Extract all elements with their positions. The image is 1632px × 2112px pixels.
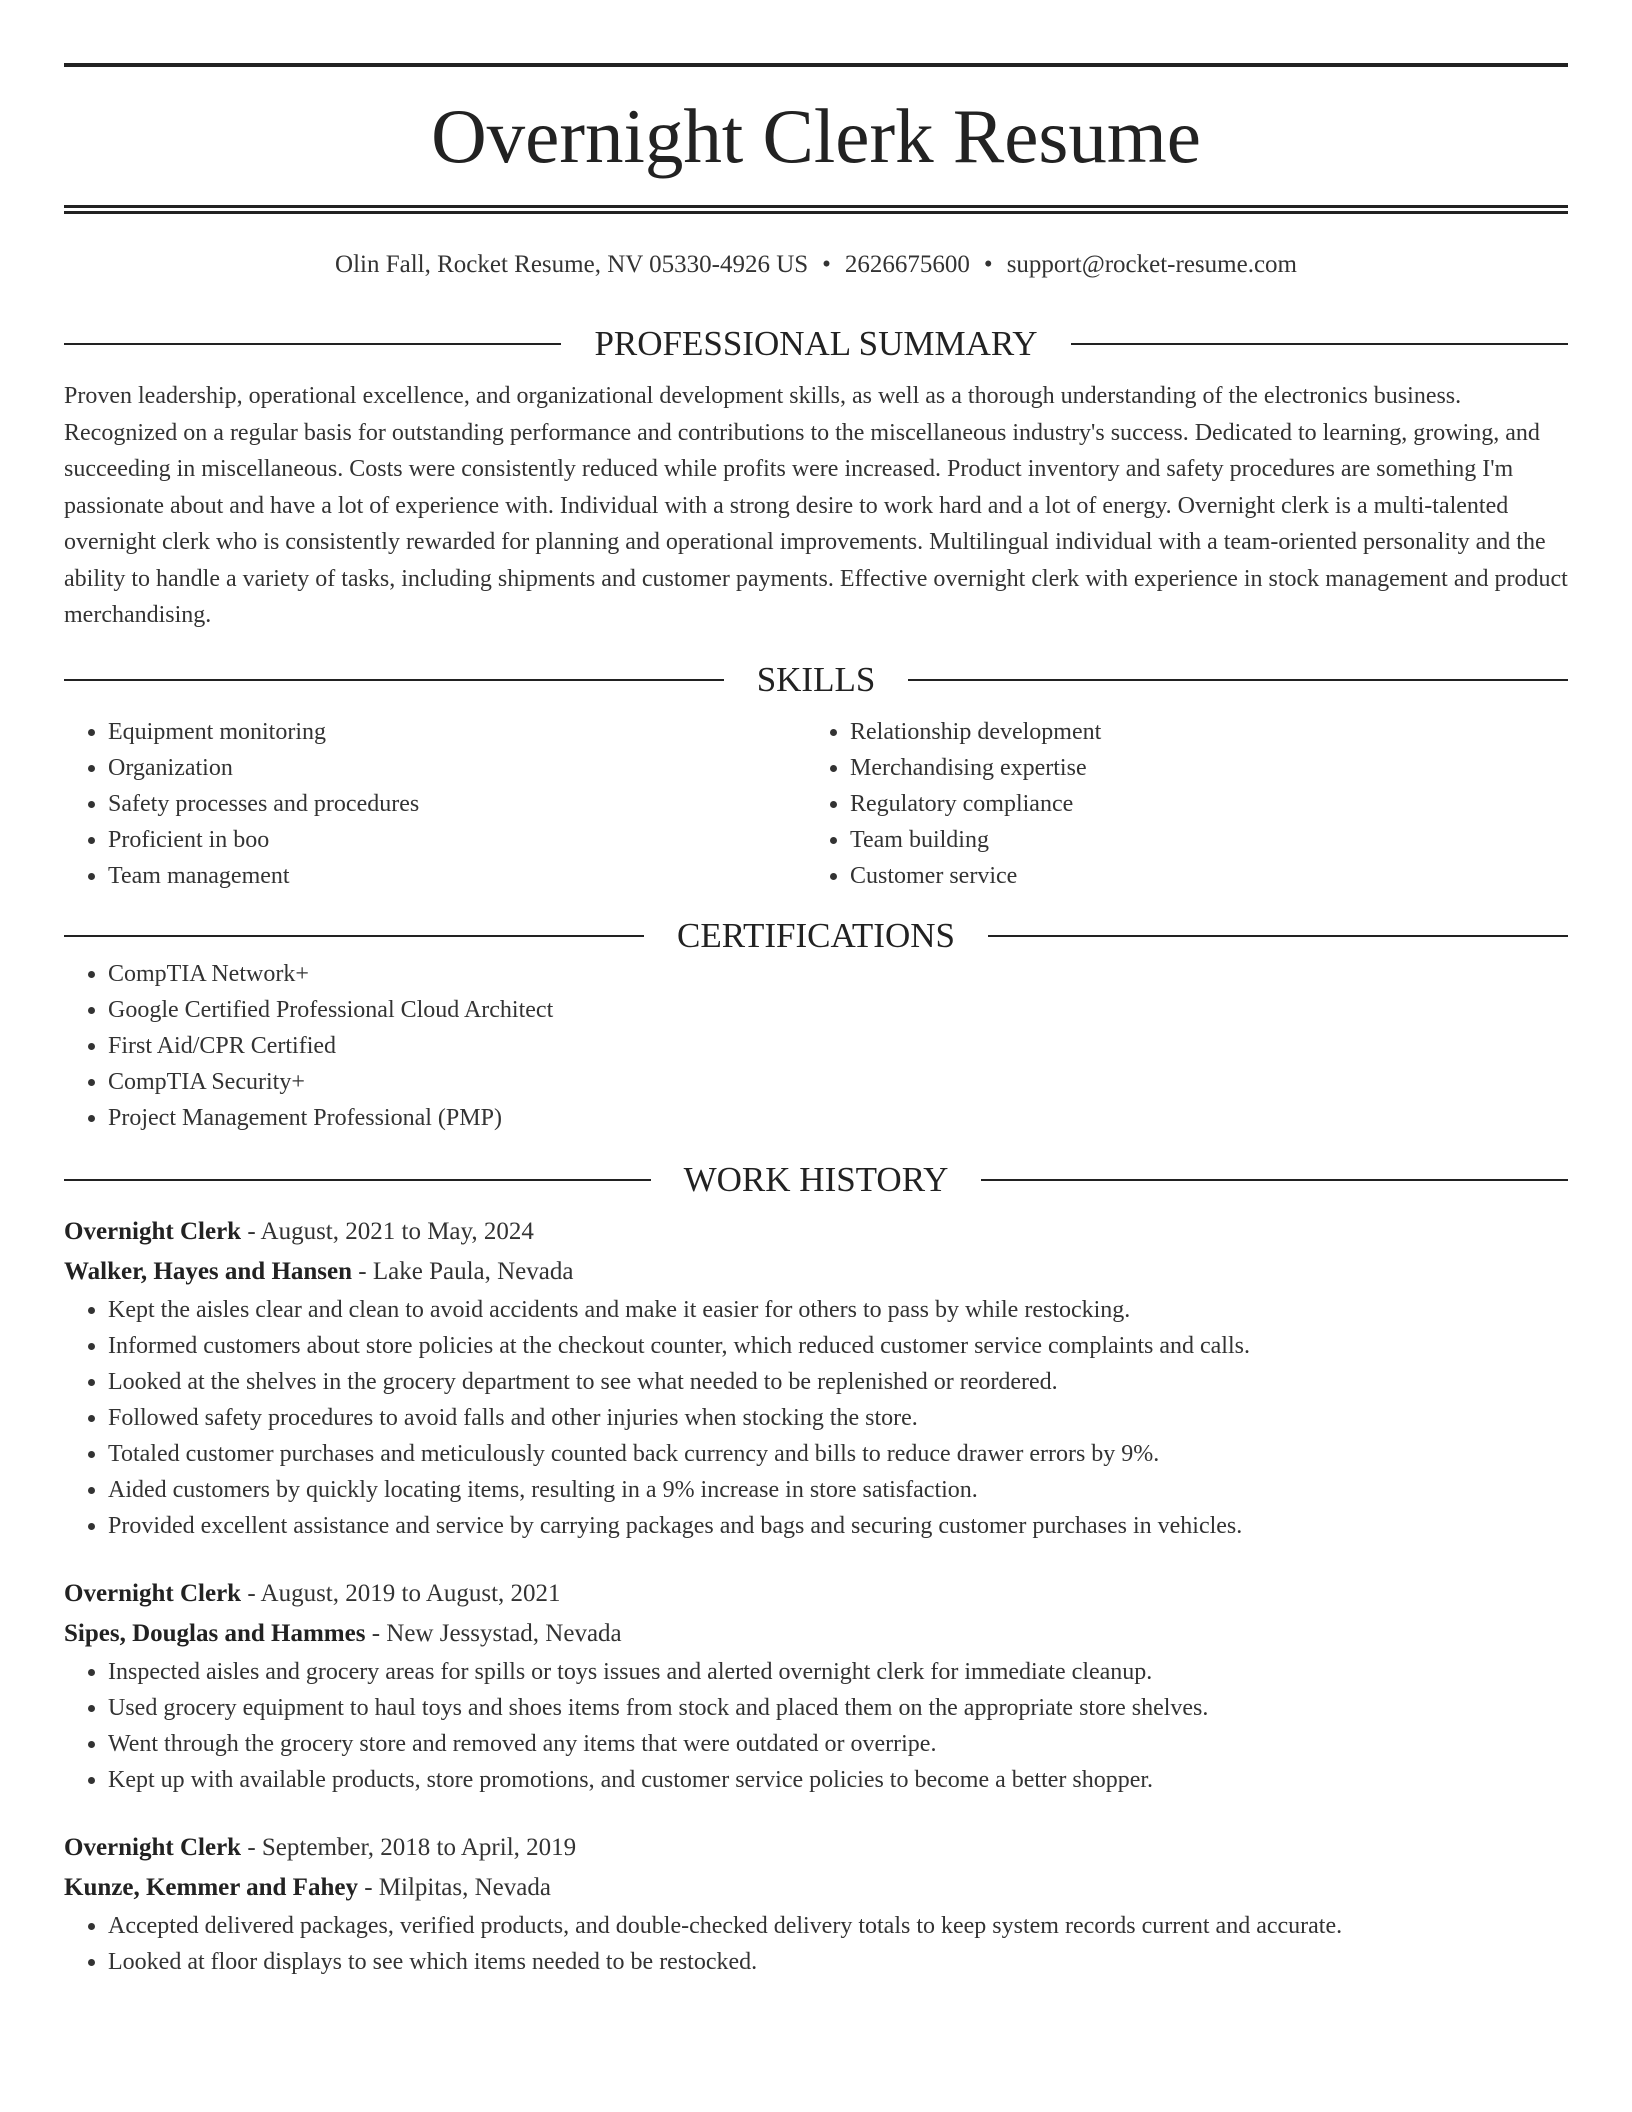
- heading-rule: [64, 1179, 651, 1181]
- certification-item: • Project Management Professional (PMP): [108, 1100, 1568, 1136]
- contact-separator: •: [983, 251, 993, 278]
- certification-item: • First Aid/CPR Certified: [108, 1028, 1568, 1064]
- job-duty-item: • Looked at floor displays to see which items needed to be restocked.: [108, 1944, 1568, 1980]
- skills-columns: [64, 714, 1568, 894]
- section-title: PROFESSIONAL SUMMARY: [594, 324, 1038, 363]
- job-dates: - August, 2021 to May, 2024: [241, 1217, 534, 1245]
- summary-heading: [64, 324, 1568, 364]
- heading-rule: [988, 935, 1568, 937]
- job-duties: [64, 1908, 1568, 1980]
- job-duty-item: • Accepted delivered packages, verified products, and double-checked delivery totals to keep system records current and accurate.: [108, 1908, 1568, 1944]
- job-title-line: [64, 1212, 1568, 1252]
- job-dates: - September, 2018 to April, 2019: [241, 1833, 577, 1861]
- job-duties: [64, 1654, 1568, 1798]
- job-location: - Milpitas, Nevada: [357, 1873, 551, 1901]
- certification-item: • CompTIA Network+: [108, 956, 1568, 992]
- skill-item: • Proficient in boo: [108, 822, 806, 858]
- job-duty-item: • Provided excellent assistance and service by carrying packages and bags and securing customer purchases in vehicles.: [108, 1508, 1568, 1544]
- job-company-line: [64, 1614, 1568, 1654]
- skills-column-right: [806, 714, 1548, 894]
- job-dates: - August, 2019 to August, 2021: [241, 1579, 561, 1607]
- heading-rule: [1071, 343, 1568, 345]
- section-title: WORK HISTORY: [683, 1159, 949, 1199]
- job-duty-item: • Totaled customer purchases and meticulously counted back currency and bills to reduce drawer errors by 9%.: [108, 1436, 1568, 1472]
- heading-rule: [64, 343, 561, 345]
- job-company-line: [64, 1868, 1568, 1908]
- job-entry: [64, 1574, 1568, 1798]
- heading-rule: [981, 1179, 1568, 1181]
- heading-rule: [908, 679, 1568, 681]
- job-company-line: [64, 1252, 1568, 1292]
- job-duties: [64, 1292, 1568, 1544]
- contact-line: [64, 250, 1568, 280]
- job-location: - New Jessystad, Nevada: [365, 1619, 622, 1647]
- heading-rule: [64, 935, 644, 937]
- section-title: CERTIFICATIONS: [677, 915, 955, 955]
- skill-item: • Organization: [108, 750, 806, 786]
- contact-separator: •: [822, 251, 831, 278]
- skill-item: • Safety processes and procedures: [108, 786, 806, 822]
- skill-item: • Merchandising expertise: [850, 750, 1548, 786]
- job-company: Sipes, Douglas and Hammes: [64, 1619, 366, 1647]
- job-duty-item: • Kept up with available products, store promotions, and customer service policies to become a better shopper.: [108, 1762, 1568, 1798]
- skill-item: • Regulatory compliance: [850, 786, 1548, 822]
- double-rule: [64, 205, 1568, 214]
- skill-item: • Customer service: [850, 858, 1548, 894]
- job-duty-item: • Followed safety procedures to avoid falls and other injuries when stocking the store.: [108, 1400, 1568, 1436]
- skills-column-left: [64, 714, 806, 894]
- job-duty-item: • Informed customers about store policies at the checkout counter, which reduced customer service complaints and calls.: [108, 1328, 1568, 1364]
- certifications-heading: [64, 916, 1568, 956]
- skill-item: • Team building: [850, 822, 1548, 858]
- job-duty-item: • Went through the grocery store and removed any items that were outdated or overripe.: [108, 1726, 1568, 1762]
- contact-phone: 2626675600: [844, 251, 970, 278]
- job-duty-item: • Kept the aisles clear and clean to avoid accidents and make it easier for others to pass by while restocking.: [108, 1292, 1568, 1328]
- job-title-line: [64, 1828, 1568, 1868]
- job-duty-item: • Aided customers by quickly locating items, resulting in a 9% increase in store satisfaction.: [108, 1472, 1568, 1508]
- section-title: SKILLS: [756, 659, 876, 699]
- job-entry: [64, 1212, 1568, 1544]
- resume-title: Overnight Clerk Resume: [431, 93, 1201, 179]
- job-title-line: [64, 1574, 1568, 1614]
- skill-item: • Equipment monitoring: [108, 714, 806, 750]
- skill-item: • Relationship development: [850, 714, 1548, 750]
- job-duty-item: • Used grocery equipment to haul toys and shoes items from stock and placed them on the appropriate store shelves.: [108, 1690, 1568, 1726]
- job-duty-item: • Looked at the shelves in the grocery department to see what needed to be replenished or reordered.: [108, 1364, 1568, 1400]
- certifications-list: [64, 956, 1568, 1136]
- work-history-heading: [64, 1160, 1568, 1200]
- resume-page: [64, 0, 1568, 1980]
- job-title: Overnight Clerk: [64, 1833, 242, 1861]
- contact-address: Olin Fall, Rocket Resume, NV 05330-4926 US: [335, 251, 809, 278]
- job-entry: [64, 1828, 1568, 1980]
- job-company: Kunze, Kemmer and Fahey: [64, 1873, 358, 1901]
- certification-item: • CompTIA Security+: [108, 1064, 1568, 1100]
- job-title: Overnight Clerk: [64, 1217, 242, 1245]
- skill-item: • Team management: [108, 858, 806, 894]
- heading-rule: [64, 679, 724, 681]
- certification-item: • Google Certified Professional Cloud Architect: [108, 992, 1568, 1028]
- job-title: Overnight Clerk: [64, 1579, 242, 1607]
- skills-heading: [64, 660, 1568, 700]
- job-location: - Lake Paula, Nevada: [352, 1257, 574, 1285]
- job-duty-item: • Inspected aisles and grocery areas for spills or toys issues and alerted overnight clerk for immediate cleanup.: [108, 1654, 1568, 1690]
- contact-email: support@rocket-resume.com: [1006, 251, 1297, 278]
- summary-text: Proven leadership, operational excellence, and organizational development skills, as well as a thorough understanding of the electronics business. Recognized on a regular basis for outstanding performance and contributions to the miscellaneous industry's success. Dedicated to learning, growing, and succeeding in miscellaneous. Costs were consistently reduced while profits were increased. Product inventory and safety procedures are something I'm passionate about and have a lot of experience with. Individual with a strong desire to work hard and a lot of energy. Overnight clerk is a multi-talented overnight clerk who is consistently rewarded for planning and operational improvements. Multilingual individual with a team-oriented personality and the ability to handle a variety of tasks, including shipments and customer payments. Effective overnight clerk with experience in stock management and product merchandising.: [64, 383, 1568, 628]
- job-company: Walker, Hayes and Hansen: [64, 1257, 353, 1285]
